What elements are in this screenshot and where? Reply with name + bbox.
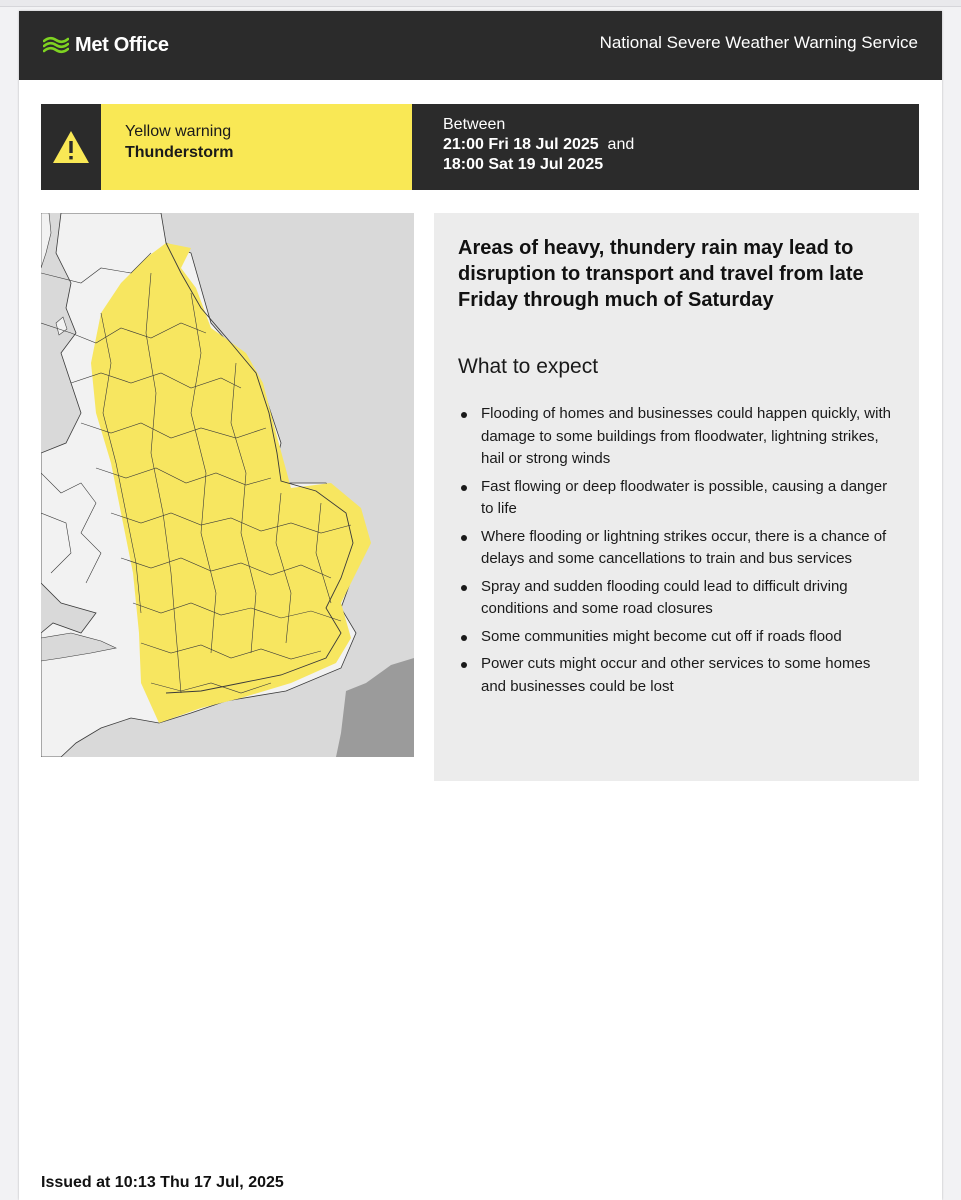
warning-type: Thunderstorm	[125, 144, 234, 161]
list-item: Spray and sudden flooding could lead to difficult driving conditions and some road closures	[458, 576, 898, 621]
list-item: Fast flowing or deep floodwater is possible, causing a danger to life	[458, 476, 898, 521]
list-item: Where flooding or lightning strikes occur, there is a chance of delays and some cancellations to train and bus services	[458, 526, 898, 571]
list-item: Some communities might become cut off if roads flood	[458, 626, 898, 649]
warning-headline: Areas of heavy, thundery rain may lead to disruption to transport and travel from late Friday through much of Saturday	[458, 237, 864, 311]
met-office-wave-logo-icon	[43, 36, 69, 54]
between-label: Between	[443, 116, 506, 133]
document-header	[19, 11, 942, 80]
impact-list	[458, 403, 898, 703]
valid-to: 18:00 Sat 19 Jul 2025	[443, 156, 604, 173]
list-item: Power cuts might occur and other services to some homes and businesses could be lost	[458, 653, 898, 698]
warning-area-map	[41, 213, 414, 757]
warning-icon-cell	[41, 104, 101, 190]
warning-details-panel	[434, 213, 919, 781]
warning-level-box	[101, 104, 412, 190]
warning-validity	[443, 115, 634, 175]
warning-document	[19, 11, 942, 1200]
warning-triangle-icon	[51, 129, 91, 165]
met-office-logo[interactable]	[43, 31, 169, 59]
what-to-expect-heading: What to expect	[458, 355, 599, 378]
issued-timestamp: Issued at 10:13 Thu 17 Jul, 2025	[41, 1174, 284, 1191]
warning-level: Yellow warning	[125, 123, 232, 140]
warning-banner	[41, 104, 919, 190]
valid-from: 21:00 Fri 18 Jul 2025	[443, 136, 599, 153]
brand-name: Met Office	[75, 33, 169, 56]
service-title: National Severe Weather Warning Service	[599, 33, 918, 52]
list-item: Flooding of homes and businesses could happen quickly, with damage to some buildings from floodwater, lightning strikes, hail or strong winds	[458, 403, 898, 471]
browser-top-edge	[0, 0, 961, 7]
and-label: and	[607, 136, 635, 153]
